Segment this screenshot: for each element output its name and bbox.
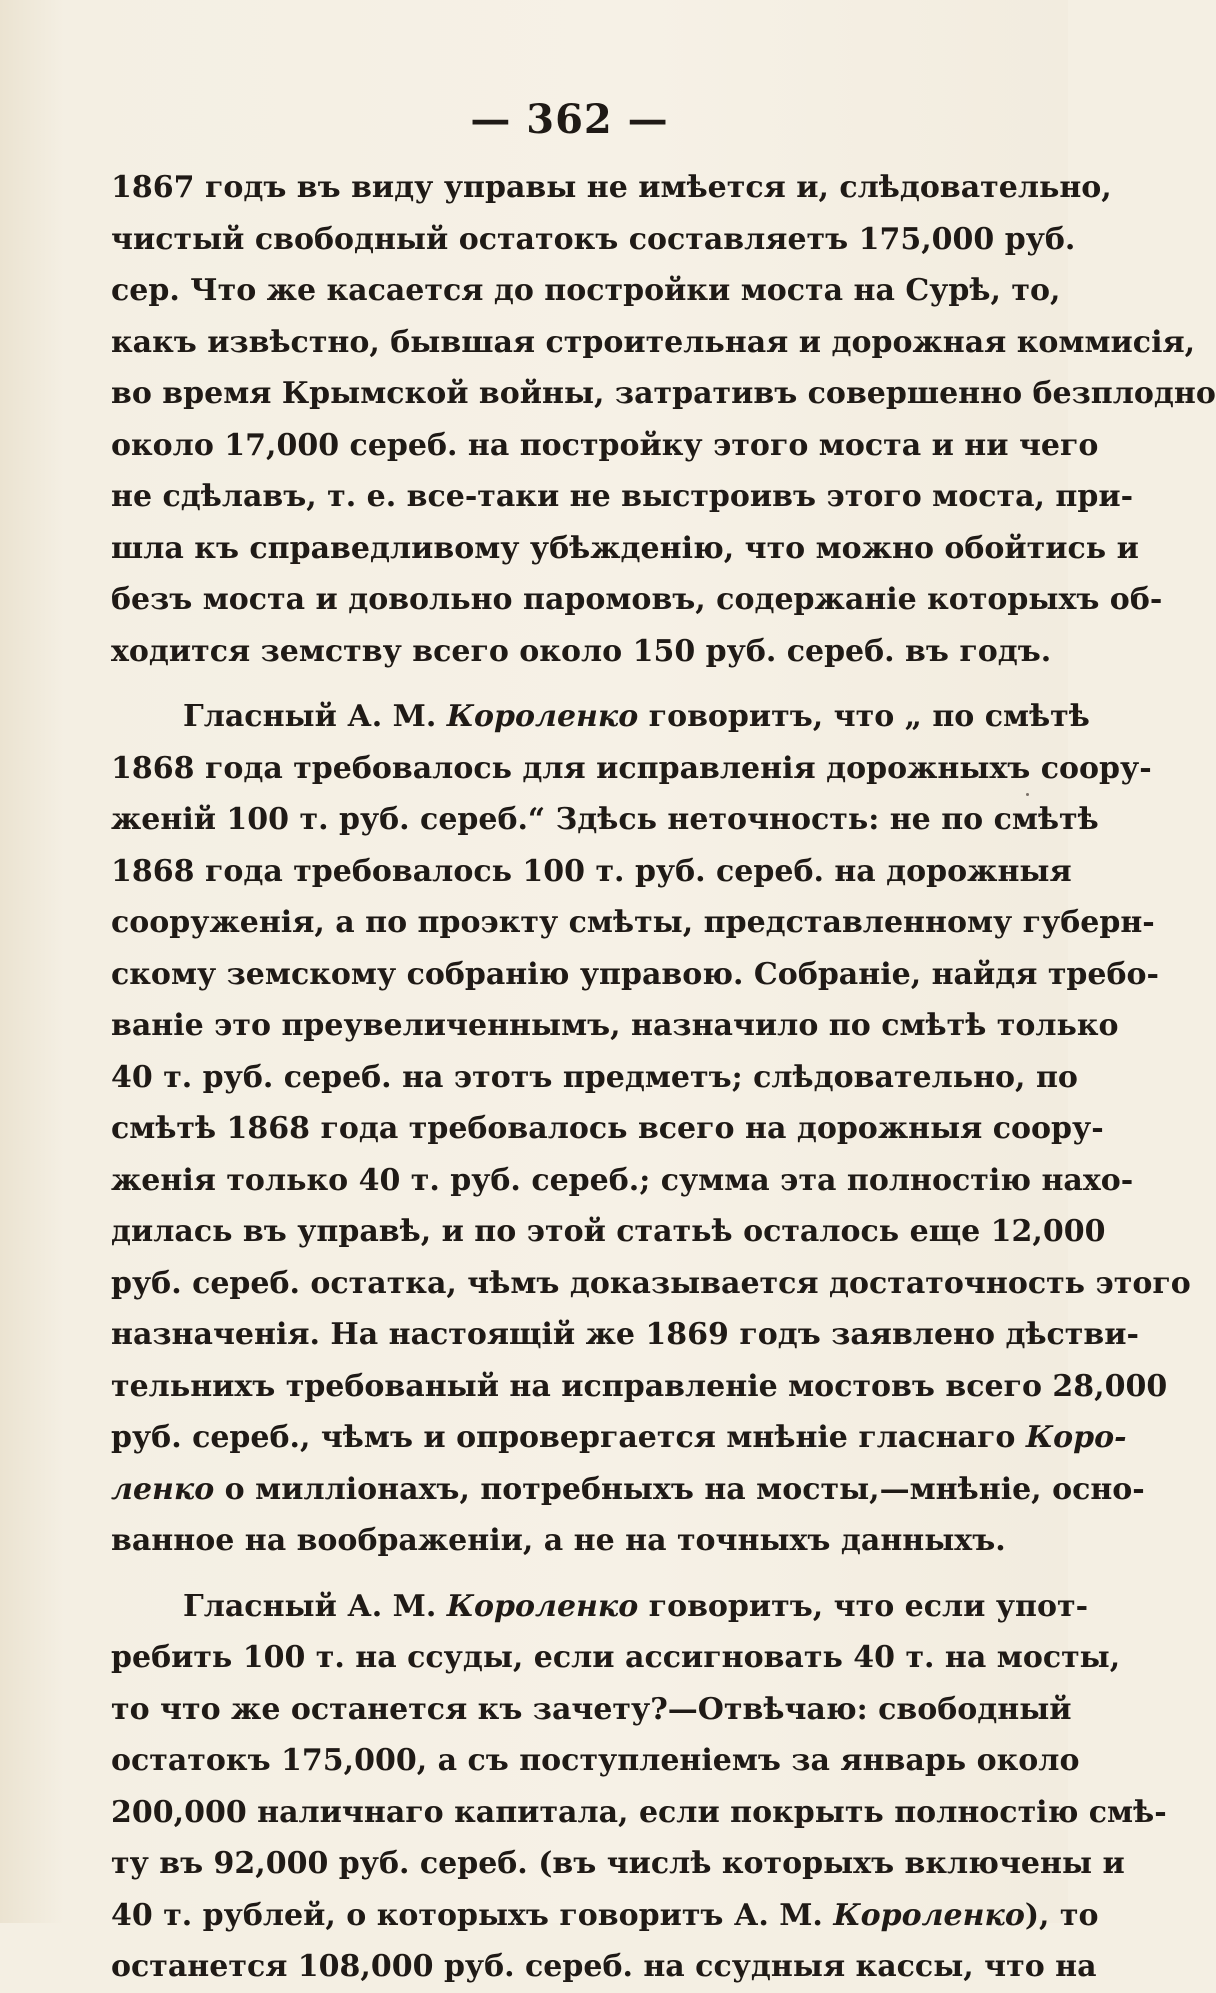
paragraph — [111, 162, 1216, 677]
text-line: сооруженія, а по проэкту смѣты, представленному губерн- — [111, 905, 1155, 940]
text-line: ленко о милліонахъ, потребныхъ на мосты,—мнѣніе, осно- — [111, 1471, 1145, 1507]
margin-speck — [1026, 793, 1029, 796]
text-line: смѣтѣ 1868 года требовалось всего на дорожныя соору- — [111, 1111, 1104, 1146]
text-line: около 17,000 сереб. на постройку этого моста и ни чего — [111, 427, 1099, 463]
text-line: скому земскому собранію управою. Собраніе, найдя требо- — [111, 956, 1159, 992]
italic-name: ленко — [111, 1471, 215, 1507]
italic-name: Коро- — [1025, 1420, 1127, 1455]
text-line: останется 108,000 руб. сереб. на ссудныя кассы, что на — [111, 1949, 1097, 1984]
text-line: шла къ справедливому убѣжденію, что можно обойтись и — [111, 530, 1139, 566]
text-line: женія только 40 т. руб. сереб.; сумма эта полностію нахо- — [111, 1162, 1134, 1198]
text-line: тельнихъ требованый на исправленіе мостовъ всего 28,000 — [111, 1368, 1168, 1404]
body-text — [111, 162, 1216, 1993]
text-line: какъ извѣстно, бывшая строительная и дорожная коммисія, — [111, 324, 1196, 360]
text-line: руб. сереб. остатка, чѣмъ доказывается достаточность этого — [111, 1265, 1191, 1301]
text-line: 40 т. рублей, о которыхъ говоритъ А. М. Короленко), то — [111, 1897, 1099, 1933]
text-line: сер. Что же касается до постройки моста на Сурѣ, то, — [111, 273, 1061, 308]
text-line: во время Крымской войны, затративъ совершенно безплодно — [111, 376, 1216, 411]
text-line: Гласный А. М. Короленко говоритъ, что „ по смѣтѣ — [183, 699, 1090, 734]
text-line: остатокъ 175,000, а съ поступленіемъ за январь около — [111, 1743, 1080, 1778]
page-number: — 362 — — [470, 96, 669, 143]
text-line: ванное на воображеніи, а не на точныхъ данныхъ. — [111, 1523, 1006, 1558]
text-line: безъ моста и довольно паромовъ, содержаніе которыхъ об- — [111, 582, 1163, 617]
text-line: ту въ 92,000 руб. сереб. (въ числѣ которыхъ включены и — [111, 1846, 1125, 1881]
text-line: 1868 года требовалось 100 т. руб. сереб. на дорожныя — [111, 853, 1072, 889]
italic-name: Короленко — [833, 1897, 1025, 1933]
text-line: 1867 годъ въ виду управы не имѣется и, слѣдовательно, — [111, 170, 1112, 205]
paragraph — [111, 691, 1191, 1567]
text-line: руб. сереб., чѣмъ и опровергается мнѣніе гласнаго Коро- — [111, 1420, 1127, 1455]
text-line: ребить 100 т. на ссуды, если ассигновать 40 т. на мосты, — [111, 1640, 1121, 1675]
italic-name: Короленко — [446, 1588, 639, 1624]
italic-name: Короленко — [446, 699, 639, 734]
text-line: ходится земству всего около 150 руб. сереб. въ годъ. — [111, 633, 1052, 669]
text-line: женій 100 т. руб. сереб.“ Здѣсь неточность: не по смѣтѣ — [111, 802, 1099, 837]
text-line: 200,000 наличнаго капитала, если покрыть полностію смѣ- — [111, 1794, 1167, 1830]
text-line: ваніе это преувеличеннымъ, назначило по смѣтѣ только — [111, 1008, 1119, 1043]
text-line: Гласный А. М. Короленко говоритъ, что если упот- — [183, 1588, 1089, 1624]
text-line: 1868 года требовалось для исправленія дорожныхъ соору- — [111, 750, 1152, 786]
paragraph — [111, 1581, 1167, 1993]
text-line: чистый свободный остатокъ составляетъ 175,000 руб. — [111, 221, 1076, 257]
text-line: назначенія. На настоящій же 1869 годъ заявлено дѣстви- — [111, 1317, 1139, 1352]
text-line: не сдѣлавъ, т. е. все-таки не выстроивъ этого моста, при- — [111, 479, 1134, 514]
text-line: 40 т. руб. сереб. на этотъ предметъ; слѣдовательно, по — [111, 1059, 1078, 1095]
text-line: дилась въ управѣ, и по этой статьѣ осталось еще 12,000 — [111, 1214, 1106, 1249]
text-line: то что же останется къ зачету?—Отвѣчаю: свободный — [111, 1691, 1072, 1727]
